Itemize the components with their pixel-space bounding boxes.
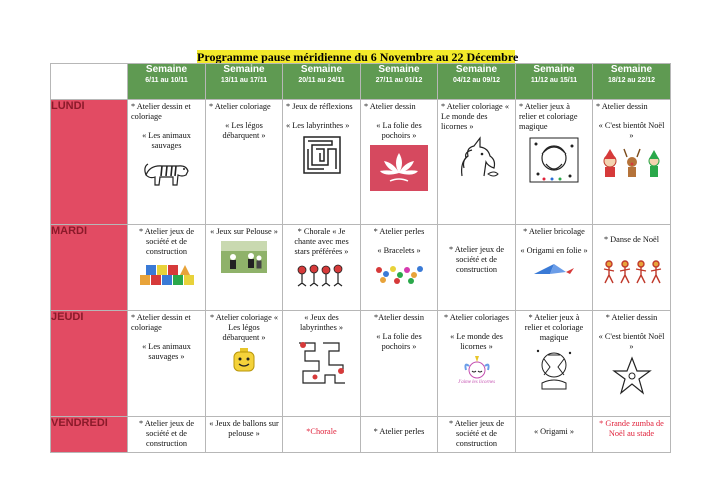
lotus-stencil-illustration	[370, 145, 428, 191]
cell-mardi-week2: « Jeux sur Pelouse »	[206, 225, 283, 311]
page-title: Programme pause méridienne du 6 Novembre au 22 Décembre	[197, 50, 519, 64]
lawn-photo-illustration	[221, 241, 267, 273]
cell-jeudi-week2: * Atelier coloriage « Les légos débarquent »	[206, 311, 283, 417]
cell-mardi-week1: * Atelier jeux de société et de construction	[128, 225, 206, 311]
cell-jeudi-week7: * Atelier dessin « C'est bientôt Noël »	[593, 311, 671, 417]
day-label-mardi: MARDI	[51, 225, 128, 311]
singers-illustration	[294, 261, 350, 287]
cell-lundi-week6: * Atelier jeux à relier et coloriage magique	[516, 100, 593, 225]
cell-mardi-week7: * Danse de Noël	[593, 225, 671, 311]
lego-head-illustration	[231, 347, 257, 373]
origami-bird-illustration	[532, 260, 576, 280]
unicorn-caption: J'aime les licornes	[457, 380, 496, 385]
schedule-table	[50, 63, 671, 453]
cell-lundi-week3: * Jeux de réflexions « Les labyrinthes »	[283, 100, 361, 225]
week-header-5: Semaine 04/12 au 09/12	[438, 64, 516, 100]
header-corner	[51, 64, 128, 100]
blocks-illustration	[138, 261, 196, 287]
week-header-2: Semaine 13/11 au 17/11	[206, 64, 283, 100]
cell-jeudi-week4: *Atelier dessin « La folie des pochoirs »	[361, 311, 438, 417]
cell-vendredi-week5: * Atelier jeux de société et de construction	[438, 417, 516, 453]
cell-mardi-week3: * Chorale « Je chante avec mes stars préférées »	[283, 225, 361, 311]
cell-vendredi-week3: *Chorale	[283, 417, 361, 453]
cell-mardi-week4: * Atelier perles « Bracelets »	[361, 225, 438, 311]
tiger-illustration	[142, 155, 192, 189]
week-header-6: Semaine 11/12 au 15/11	[516, 64, 593, 100]
week-header-3: Semaine 20/11 au 24/11	[283, 64, 361, 100]
cell-jeudi-week6: * Atelier jeux à relier et coloriage magique	[516, 311, 593, 417]
unicorn-illustration	[452, 136, 502, 182]
cell-lundi-week4: * Atelier dessin « La folie des pochoirs »	[361, 100, 438, 225]
day-label-vendredi: VENDREDI	[51, 417, 128, 453]
cell-jeudi-week3: « Jeux des labyrinthes »	[283, 311, 361, 417]
cell-jeudi-week5: * Atelier coloriages « Le monde des licornes » J'aime les licornes	[438, 311, 516, 417]
cell-vendredi-week6: « Origami »	[516, 417, 593, 453]
week-header-1: Semaine 6/11 au 10/11	[128, 64, 206, 100]
cell-vendredi-week2: « Jeux de ballons sur pelouse »	[206, 417, 283, 453]
christmas-figures-illustration	[600, 145, 664, 179]
cell-mardi-week5: * Atelier jeux de société et de construction	[438, 225, 516, 311]
week-header-7: Semaine 18/12 au 22/12	[593, 64, 671, 100]
day-label-lundi: LUNDI	[51, 100, 128, 225]
unicorn-face-illustration	[460, 356, 494, 380]
maze-illustration	[302, 135, 342, 175]
santa-coloring-illustration	[528, 136, 580, 184]
cell-lundi-week7: * Atelier dessin « C'est bientôt Noël »	[593, 100, 671, 225]
maze-illustration	[295, 337, 349, 387]
week-header-4: Semaine 27/11 au 01/12	[361, 64, 438, 100]
day-label-jeudi: JEUDI	[51, 311, 128, 417]
cell-vendredi-week7: * Grande zumba de Noël au stade	[593, 417, 671, 453]
coloring-page-illustration	[534, 347, 574, 391]
dancers-illustration	[601, 259, 663, 285]
cell-mardi-week6: * Atelier bricolage « Origami en folie »	[516, 225, 593, 311]
cell-lundi-week5: * Atelier coloriage « Le monde des licornes »	[438, 100, 516, 225]
cell-vendredi-week1: * Atelier jeux de société et de construction	[128, 417, 206, 453]
cell-lundi-week1: * Atelier dessin et coloriage « Les animaux sauvages	[128, 100, 206, 225]
cell-vendredi-week4: * Atelier perles	[361, 417, 438, 453]
cell-lundi-week2: * Atelier coloriage « Les légos débarquent »	[206, 100, 283, 225]
star-illustration	[612, 356, 652, 396]
cell-jeudi-week1: * Atelier dessin et coloriage « Les animaux sauvages »	[128, 311, 206, 417]
beads-illustration	[373, 260, 425, 286]
